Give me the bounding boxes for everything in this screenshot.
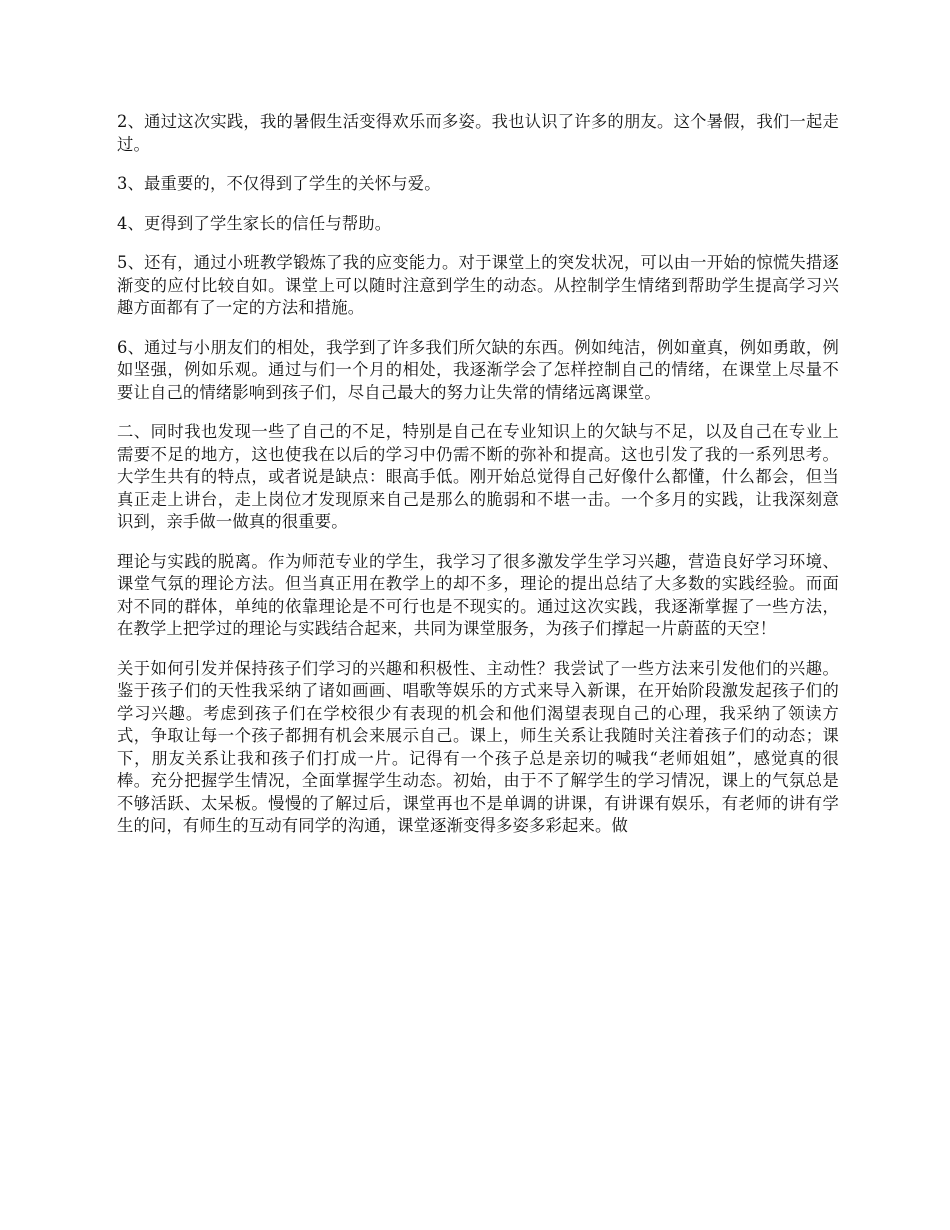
paragraph-4: 5、还有，通过小班教学锻炼了我的应变能力。对于课堂上的突发状况，可以由一开始的惊慌失措逐渐变的应付比较自如。课堂上可以随时注意到学生的动态。从控制学生情绪到帮助学生提高学习兴趣方面都有了一定的方法和措施。 [117,253,839,317]
paragraph-5: 6、通过与小朋友们的相处，我学到了许多我们所欠缺的东西。例如纯洁，例如童真，例如勇敢，例如坚强，例如乐观。通过与们一个月的相处，我逐渐学会了怎样控制自己的情绪，在课堂上尽量不要让自己的情绪影响到孩子们，尽自己最大的努力让失常的情绪远离课堂。 [117,337,839,402]
paragraph-3: 4、更得到了学生家长的信任与帮助。 [117,213,392,233]
paragraph-7: 理论与实践的脱离。作为师范专业的学生，我学习了很多激发学生学习兴趣，营造良好学习环境、课堂气氛的理论方法。但当真正用在教学上的却不多，理论的提出总结了大多数的实践经验。而面对不同的群体，单纯的依靠理论是不可行也是不现实的。通过这次实践，我逐渐掌握了一些方法，在教学上把学过的理论与实践结合起来，共同为课堂服务，为孩子们撑起一片蔚蓝的天空！ [117,551,839,638]
paragraph-2: 3、最重要的，不仅得到了学生的关怀与爱。 [117,174,441,193]
document-page [117,111,839,855]
paragraph-6: 二、同时我也发现一些了自己的不足，特别是自己在专业知识上的欠缺与不足，以及自己在专业上需要不足的地方，这也使我在以后的学习中仍需不断的弥补和提高。这也引发了我的一系列思考。大学生共有的特点，或者说是缺点：眼高手低。刚开始总觉得自己好像什么都懂，什么都会，但当真正走上讲台，走上岗位才发现原来自己是那么的脆弱和不堪一击。一个多月的实践，让我深刻意识到，亲手做一做真的很重要。 [117,422,839,531]
paragraph-1: 2、通过这次实践，我的暑假生活变得欢乐而多姿。我也认识了许多的朋友。这个暑假，我们一起走过。 [117,112,839,154]
paragraph-8: 关于如何引发并保持孩子们学习的兴趣和积极性、主动性？我尝试了一些方法来引发他们的兴趣。鉴于孩子们的天性我采纳了诸如画画、唱歌等娱乐的方式来导入新课，在开始阶段激发起孩子们的学习兴趣。考虑到孩子们在学校很少有表现的机会和他们渴望表现自己的心理，我采纳了领读方式，争取让每一个孩子都拥有机会来展示自己。课上，师生关系让我随时关注着孩子们的动态；课下，朋友关系让我和孩子们打成一片。记得有一个孩子总是亲切的喊我“老师姐姐”，感觉真的很棒。充分把握学生情况，全面掌握学生动态。初始，由于不了解学生的学习情况，课上的气氛总是不够活跃、太呆板。慢慢的了解过后，课堂再也不是单调的讲课，有讲课有娱乐，有老师的讲有学生的问，有师生的互动有同学的沟通，课堂逐渐变得多姿多彩起来。做 [117,658,839,835]
